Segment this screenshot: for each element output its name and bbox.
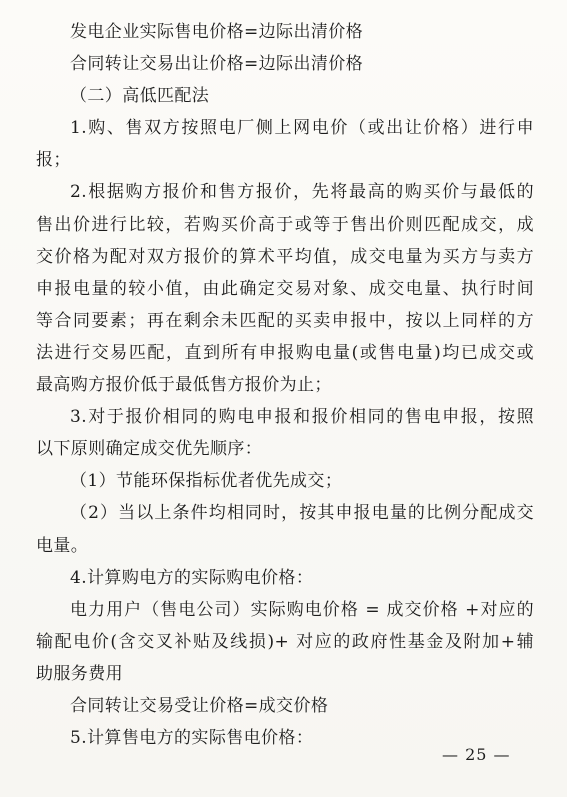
document-body	[36, 16, 534, 754]
text-line-formula-buyer-cont-1: 输配电价(含交叉补贴及线损)+ 对应的政府性基金及附加+辅	[36, 631, 534, 652]
text-line-item-5: 5.计算售电方的实际售电价格：	[70, 728, 314, 749]
text-line-subitem-2-cont: 电量。	[36, 535, 89, 556]
text-line-item-2-cont-2: 交价格为配对双方报价的算术平均值，成交电量为买方与卖方	[36, 246, 534, 267]
page-number: — 25 —	[442, 745, 511, 764]
text-line-item-2-cont-1: 售出价进行比较，若购买价高于或等于售出价则匹配成交，成	[36, 214, 534, 235]
text-line-formula-buyer-cont-2: 助服务费用	[36, 663, 123, 684]
text-line-subitem-2: （2）当以上条件均相同时，按其申报电量的比例分配成交	[70, 503, 534, 524]
text-line-transfer-sell-price: 合同转让交易出让价格=边际出清价格	[70, 54, 364, 75]
section-heading-high-low-matching: （二）高低匹配法	[70, 86, 210, 107]
text-line-item-2-cont-5: 法进行交易匹配，直到所有申报购电量(或售电量)均已成交或	[36, 342, 534, 363]
text-line-item-2-cont-3: 申报电量的较小值，由此确定交易对象、成交电量、执行时间	[36, 278, 534, 299]
text-line-item-2-cont-6: 最高购方报价低于最低售方报价为止；	[36, 375, 332, 396]
text-line-item-2: 2.根据购方报价和售方报价，先将最高的购买价与最低的	[70, 182, 534, 203]
text-line-item-3: 3.对于报价相同的购电申报和报价相同的售电申报，按照	[70, 407, 534, 428]
text-line-item-1-cont: 报；	[36, 150, 71, 171]
text-line-generator-price: 发电企业实际售电价格=边际出清价格	[70, 22, 364, 42]
text-line-item-3-cont: 以下原则确定成交优先顺序：	[36, 439, 263, 460]
text-line-transfer-buy-price: 合同转让交易受让价格=成交价格	[70, 695, 329, 716]
text-line-item-4: 4.计算购电方的实际购电价格：	[70, 567, 314, 588]
text-line-item-1: 1.购、售双方按照电厂侧上网电价（或出让价格）进行申	[70, 118, 534, 139]
text-line-subitem-1: （1）节能环保指标优者优先成交；	[70, 471, 343, 492]
text-line-formula-buyer: 电力用户（售电公司）实际购电价格 = 成交价格 +对应的	[70, 599, 534, 620]
text-line-item-2-cont-4: 等合同要素；再在剩余未匹配的买卖申报中，按以上同样的方	[36, 310, 534, 331]
